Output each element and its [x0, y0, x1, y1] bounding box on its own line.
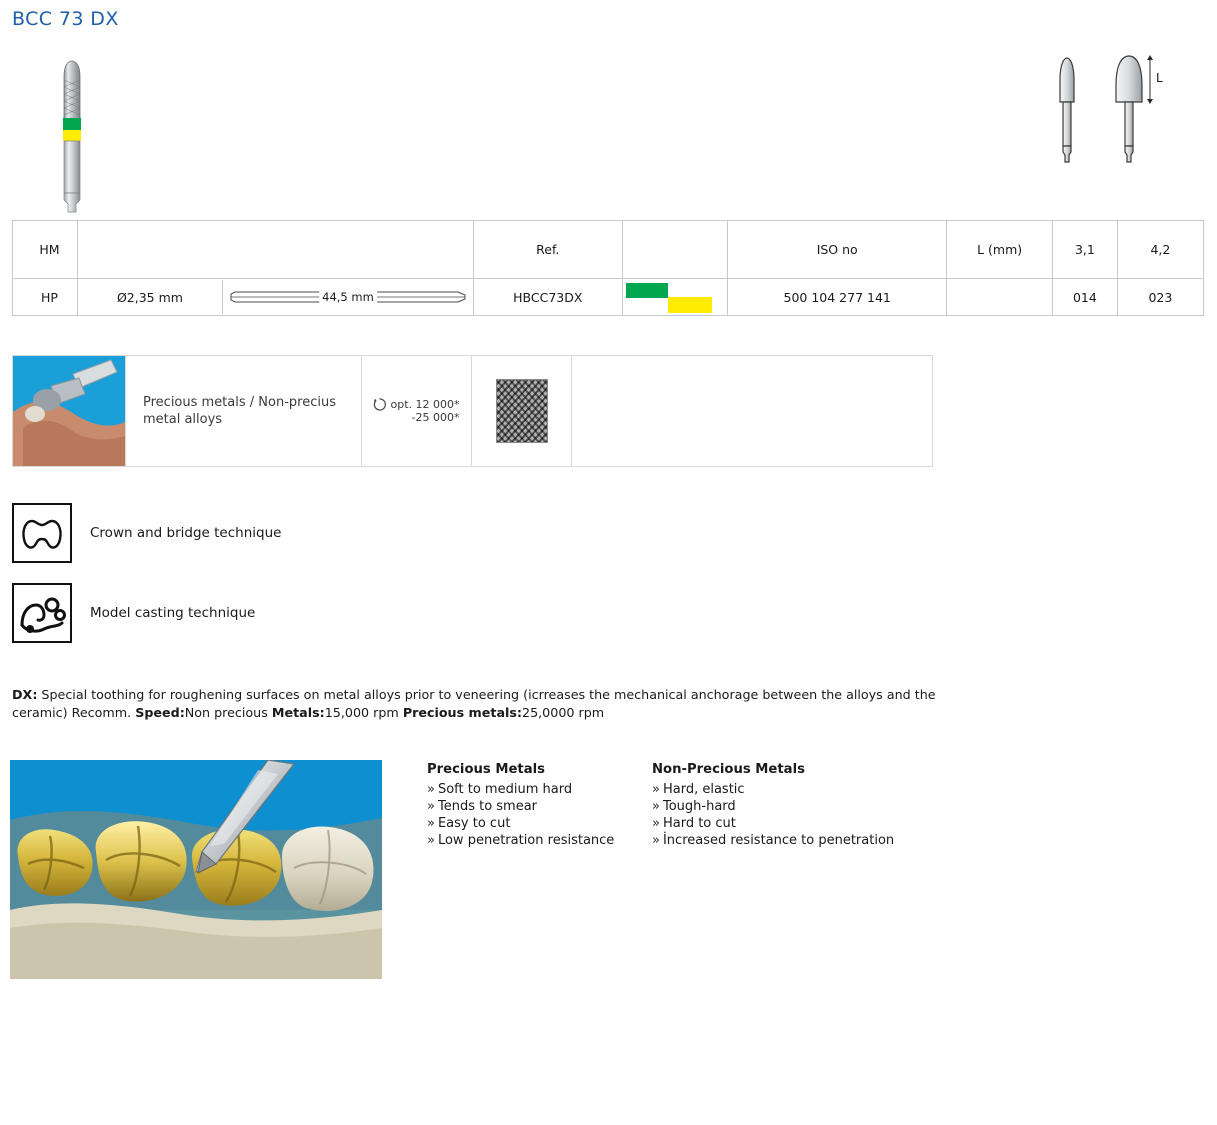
- cell-size-31: 014: [1053, 279, 1118, 316]
- precious-metals-title: Precious Metals: [427, 762, 545, 777]
- speed-line-1: opt. 12 000*: [390, 398, 460, 411]
- dx-text-3: 15,000 rpm: [324, 704, 403, 720]
- material-properties: [427, 762, 982, 849]
- header-length: L (mm): [947, 221, 1053, 279]
- cell-length: [947, 279, 1053, 316]
- bullet-icon: »: [427, 833, 435, 848]
- bullet-icon: »: [652, 799, 660, 814]
- cross-cut-toothing-pattern: [496, 379, 548, 443]
- list-item-label: Tends to smear: [437, 799, 538, 814]
- technique-row-model-casting: [12, 583, 255, 643]
- application-photo-thumbnail: [13, 356, 126, 466]
- list-item-label: Easy to cut: [437, 816, 511, 831]
- model-casting-icon: [12, 583, 72, 643]
- list-item: [652, 781, 982, 798]
- dx-text-2: Non precious: [184, 704, 272, 720]
- header-size-42: 4,2: [1117, 221, 1203, 279]
- rpm-icon: [373, 398, 386, 411]
- dx-bold-speed: Speed:: [135, 704, 185, 720]
- speed-info: [362, 356, 472, 466]
- dx-note: [12, 686, 952, 721]
- bullet-icon: »: [427, 799, 435, 814]
- cell-diameter: Ø2,35 mm: [78, 280, 223, 314]
- small-bur-023: [1116, 55, 1163, 162]
- bullet-icon: »: [652, 833, 660, 848]
- bur-illustration-area: [0, 45, 1217, 220]
- cell-hm: HP: [13, 279, 78, 316]
- dx-text-1: Special toothing for roughening surfaces on metal alloys prior to veneering (icrreases the mechanical anchorage between the alloys and the ceramic) Recomm.: [12, 687, 936, 720]
- list-item: [427, 798, 652, 815]
- header-color: [622, 221, 728, 279]
- header-size-31: 3,1: [1053, 221, 1118, 279]
- non-precious-metals-column: [652, 762, 982, 849]
- dx-prefix: DX:: [12, 687, 38, 702]
- dx-bold-metals: Metals:: [271, 704, 325, 720]
- table-row: [13, 279, 1204, 316]
- bullet-icon: »: [427, 782, 435, 797]
- list-item-label: Low penetration resistance: [437, 833, 615, 848]
- materials-label: Precious metals / Non-precius metal alloys: [126, 356, 362, 466]
- header-hm: HM: [13, 221, 78, 279]
- header-ref: Ref.: [473, 221, 622, 279]
- color-chip-green: [626, 283, 668, 298]
- technique-label: Crown and bridge technique: [90, 525, 282, 541]
- non-precious-metals-list: [652, 781, 982, 849]
- shank-length-label: 44,5 mm: [319, 290, 377, 304]
- precious-metals-column: [427, 762, 652, 849]
- header-iso: ISO no: [728, 221, 947, 279]
- cell-size-42: 023: [1117, 279, 1203, 316]
- cell-color-chips: [622, 279, 728, 316]
- crown-bridge-icon: [12, 503, 72, 563]
- cell-shank-group: [77, 279, 473, 316]
- list-item-label: Soft to medium hard: [437, 782, 573, 797]
- list-item-label: İncreased resistance to penetration: [662, 833, 895, 848]
- bullet-icon: »: [652, 816, 660, 831]
- precious-metals-list: [427, 781, 652, 849]
- clinical-photo: [10, 760, 382, 979]
- list-item-label: Hard, elastic: [662, 782, 745, 797]
- list-item: [652, 832, 982, 849]
- specification-table: [12, 220, 1204, 316]
- small-bur-014: [1060, 58, 1074, 162]
- large-bur-illustration: [42, 60, 112, 224]
- info-strip-empty-area: [572, 356, 932, 466]
- header-blank: [77, 221, 473, 279]
- bullet-icon: »: [652, 782, 660, 797]
- list-item: [427, 815, 652, 832]
- cell-shank-drawing: [223, 280, 473, 314]
- small-bur-group: [1040, 50, 1180, 184]
- page-title: BCC 73 DX: [12, 8, 119, 30]
- dx-text-4: 25,0000 rpm: [522, 704, 605, 720]
- dx-bold-precious: Precious metals:: [402, 704, 522, 720]
- list-item: [427, 832, 652, 849]
- list-item-label: Tough-hard: [662, 799, 736, 814]
- cell-iso: 500 104 277 141: [728, 279, 947, 316]
- color-chip-yellow: [668, 297, 712, 313]
- application-info-strip: [12, 355, 933, 467]
- bullet-icon: »: [427, 816, 435, 831]
- technique-label: Model casting technique: [90, 605, 256, 621]
- non-precious-metals-title: Non-Precious Metals: [652, 762, 805, 777]
- speed-line-2: -25 000*: [411, 411, 460, 424]
- list-item: [652, 798, 982, 815]
- list-item-label: Hard to cut: [662, 816, 736, 831]
- toothing-pattern-cell: [472, 356, 572, 466]
- list-item: [652, 815, 982, 832]
- cell-ref: HBCC73DX: [473, 279, 622, 316]
- technique-row-crown-bridge: [12, 503, 281, 563]
- list-item: [427, 781, 652, 798]
- dimension-label-L: L: [1156, 71, 1163, 85]
- table-header-row: [13, 221, 1204, 279]
